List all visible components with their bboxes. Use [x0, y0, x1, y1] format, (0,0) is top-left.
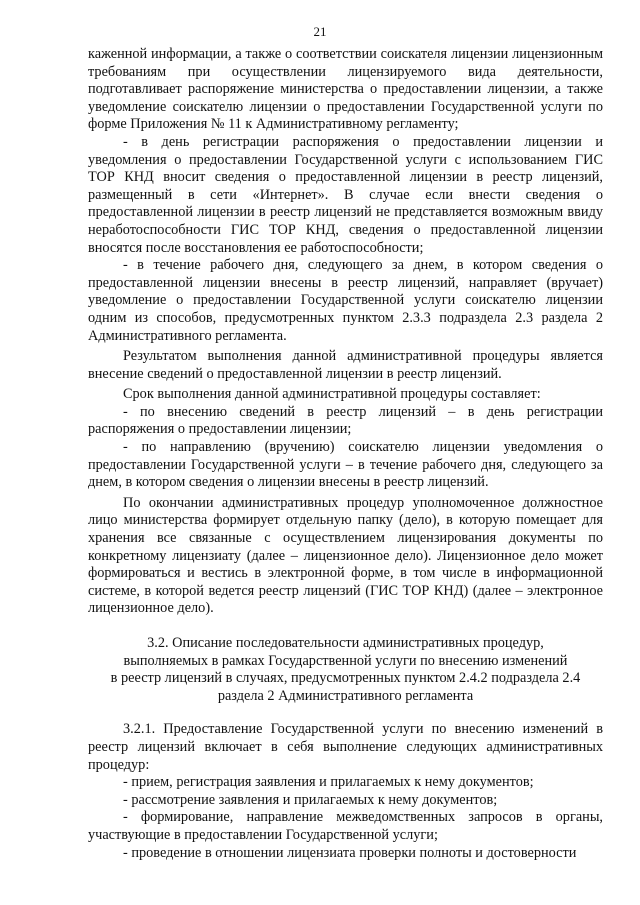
paragraph-continuation: каженной информации, а также о соответствии соискателя лицензии лицензионным требованиям при осуществлении лицензируемого вида деятельности, подготавливает распоряжение министерства о предоставлении лицензии, а также уведомление соискателю лицензии о предоставлении Государственной услуги по форме Приложения № 11 к Административному регламенту;: [88, 46, 603, 133]
section-heading: [88, 635, 603, 705]
paragraph: - по внесению сведений в реестр лицензий – в день регистрации распоряжения о предоставлении лицензии;: [88, 403, 603, 438]
paragraph: - в течение рабочего дня, следующего за днем, в котором сведения о предоставленной лицензии внесены в реестр лицензий, направляет (вручает) уведомление о предоставлении Государственной услуги соискателю лицензии одним из способов, предусмотренных пунктом 2.3.3 подраздела 2.3 раздела 2 Административного регламента.: [88, 257, 603, 344]
page-number: 21: [313, 24, 327, 39]
paragraph: - в день регистрации распоряжения о предоставлении лицензии и уведомления о предоставлении Государственной услуги с использованием ГИС ТОР КНД вносит сведения о предоставленной лицензии в реестр лицензий, размещенный в сети «Интернет». В случае если внести сведения о предоставленной лицензии в реестр лицензий не представляется возможным ввиду неработоспособности ГИС ТОР КНД, сведения о предоставленной лицензии вносятся после восстановления ее работоспособности;: [88, 133, 603, 256]
section-heading-line: выполняемых в рамках Государственной услуги по внесению изменений: [123, 652, 568, 669]
paragraph: Результатом выполнения данной административной процедуры является внесение сведений о предоставленной лицензии в реестр лицензий.: [88, 348, 603, 382]
list-item: - проведение в отношении лицензиата проверки полноты и достоверности: [123, 844, 577, 861]
list-item: - формирование, направление межведомственных запросов в органы, участвующие в предоставлении Государственной услуги;: [88, 809, 603, 843]
section-heading-line: 3.2. Описание последовательности административных процедур,: [147, 635, 544, 651]
document-body: [88, 46, 603, 862]
paragraph: 3.2.1. Предоставление Государственной услуги по внесению изменений в реестр лицензий включает в себя выполнение следующих административных процедур:: [88, 721, 603, 773]
section-heading-line: раздела 2 Административного регламента: [217, 687, 474, 704]
section-heading-line: в реестр лицензий в случаях, предусмотренных пунктом 2.4.2 подраздела 2.4: [110, 670, 581, 687]
paragraph: Срок выполнения данной административной процедуры составляет:: [123, 386, 541, 403]
list-item: - прием, регистрация заявления и прилагаемых к нему документов;: [123, 774, 534, 791]
paragraph: По окончании административных процедур уполномоченное должностное лицо министерства формирует отдельную папку (дело), в которую помещает для хранения все связанные с осуществлением лицензирования документы по конкретному лицензиату (далее – лицензионное дело). Лицензионное дело может формироваться и вестись в электронной форме, в том числе в информационной системе, в которой ведется реестр лицензий (ГИС ТОР КНД) (далее – электронное лицензионное дело).: [88, 494, 603, 617]
paragraph: - по направлению (вручению) соискателю лицензии уведомления о предоставлении Государственной услуги – в течение рабочего дня, следующего за днем, в котором сведения о лицензии внесены в реестр лицензий.: [88, 439, 603, 491]
list-item: - рассмотрение заявления и прилагаемых к нему документов;: [123, 791, 498, 808]
